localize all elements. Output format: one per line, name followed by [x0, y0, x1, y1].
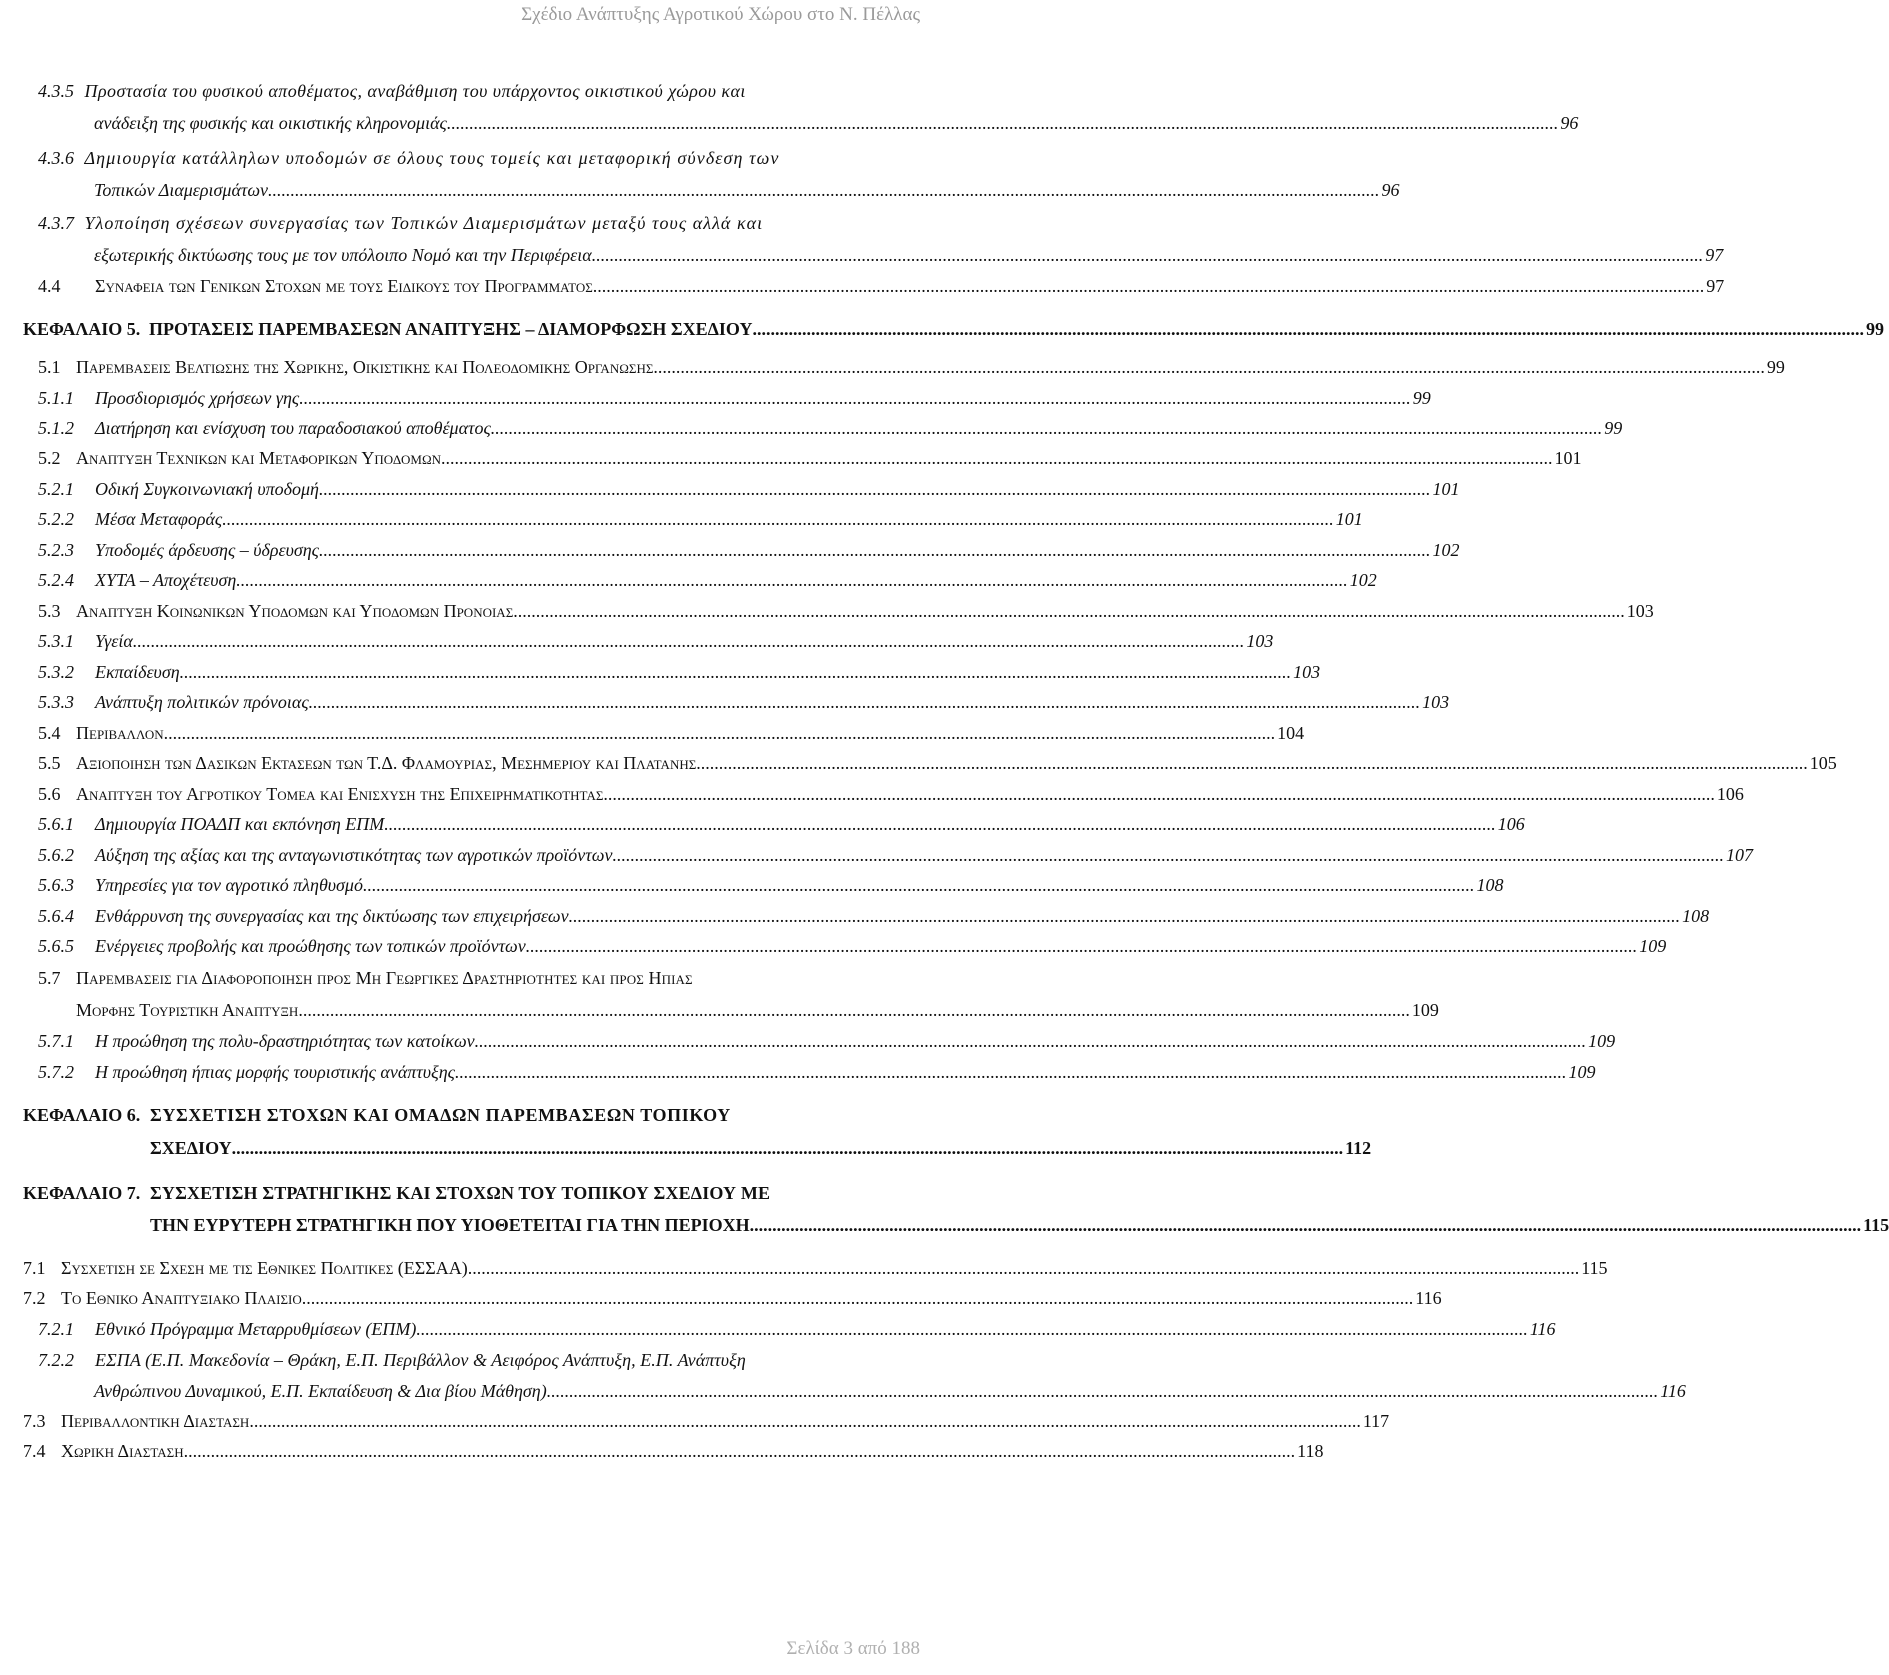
page-number: 109: [1568, 1062, 1596, 1082]
entry-number: 5.3.2: [38, 662, 74, 682]
dot-leader: [547, 1380, 1659, 1402]
toc-entry-7-3[interactable]: [23, 1410, 1390, 1432]
toc-entry-5-1[interactable]: [38, 356, 1785, 378]
dot-leader: [441, 447, 1553, 469]
entry-number: 4.3.5: [38, 81, 74, 101]
toc-entry-5-7-1[interactable]: [38, 1030, 1616, 1052]
dot-leader: [592, 244, 1704, 266]
entry-title: Αναπτυξη Τεχνικων και Μεταφορικων Υποδομων: [76, 448, 441, 468]
entry-number: 5.2.1: [38, 479, 74, 499]
toc-entry-7-2-2-line1[interactable]: [38, 1349, 746, 1371]
entry-title-line2: Τοπικών Διαμερισμάτων: [94, 180, 269, 200]
dot-leader: [569, 905, 1681, 927]
toc-chapter-6-line1[interactable]: [23, 1104, 731, 1126]
entry-number: 5.7.1: [38, 1031, 74, 1051]
entry-title: Υπηρεσίες για τον αγροτικό πληθυσμό: [95, 875, 363, 895]
page-number: 115: [1581, 1258, 1608, 1278]
page-number: 96: [1381, 180, 1400, 200]
dot-leader: [526, 935, 1638, 957]
toc-entry-5-2[interactable]: [38, 447, 1582, 469]
entry-number: 5.3.3: [38, 692, 74, 712]
toc-entry-5-3-3[interactable]: [38, 691, 1450, 713]
entry-number: 5.3: [38, 601, 61, 621]
entry-number: 5.2.4: [38, 570, 74, 590]
page-number: 117: [1362, 1411, 1390, 1431]
toc-entry-7-4[interactable]: [23, 1440, 1324, 1462]
toc-entry-5-2-4[interactable]: [38, 569, 1377, 591]
toc-entry-4-3-7-line1[interactable]: [38, 212, 763, 234]
entry-title-line2: εξωτερικής δικτύωσης τους με τον υπόλοιπο Νομό και την Περιφέρεια: [94, 245, 592, 265]
toc-entry-5-2-1[interactable]: [38, 478, 1460, 500]
toc-chapter-5[interactable]: [23, 318, 1884, 340]
page-number: 109: [1639, 936, 1667, 956]
page-number: 97: [1706, 276, 1725, 296]
dot-leader: [593, 275, 1705, 297]
page-number: 101: [1554, 448, 1582, 468]
entry-number: 5.2.3: [38, 540, 74, 560]
entry-title: Προσδιορισμός χρήσεων γης: [95, 388, 300, 408]
entry-number: 7.1: [23, 1258, 46, 1278]
toc-entry-5-6-4[interactable]: [38, 905, 1710, 927]
entry-number: 5.6.3: [38, 875, 74, 895]
entry-title: Περιβαλλον: [76, 723, 164, 743]
entry-title: ΧΥΤΑ – Αποχέτευση: [95, 570, 237, 590]
page-number: 109: [1588, 1031, 1616, 1051]
dot-leader: [249, 1410, 1361, 1432]
chapter-number: ΚΕΦΑΛΑΙΟ 6.: [23, 1105, 141, 1125]
toc-entry-5-7-line2[interactable]: [76, 999, 1439, 1021]
page-number: 103: [1246, 631, 1274, 651]
entry-number: 7.2.2: [38, 1350, 74, 1370]
entry-title: Συσχετιση σε Σχεση με τις Εθνικες Πολιτικες (ΕΣΣΑΑ): [61, 1258, 468, 1278]
entry-number: 5.7: [38, 968, 61, 988]
chapter-title-line1: ΣΥΣΧΕΤΙΣΗ ΣΤΟΧΩΝ ΚΑΙ ΟΜΑΔΩΝ ΠΑΡΕΜΒΑΣΕΩΝ ΤΟΠΙΚΟΥ: [150, 1105, 731, 1125]
toc-entry-5-6-3[interactable]: [38, 874, 1504, 896]
entry-title: Συναφεια των Γενικων Στοχων με τους Ειδικους του Προγραμματος: [95, 276, 593, 296]
entry-number: 4.3.6: [38, 148, 74, 168]
entry-title-line2: Ανθρώπινου Δυναμικού, Ε.Π. Εκπαίδευση & Δια βίου Μάθηση): [94, 1381, 547, 1401]
dot-leader: [184, 1440, 1296, 1462]
dot-leader: [302, 1287, 1414, 1309]
dot-leader: [475, 1030, 1587, 1052]
page-number: 99: [1865, 319, 1884, 339]
dot-leader: [603, 783, 1715, 805]
page-footer: Σελίδα 3 από 188: [786, 1638, 920, 1659]
toc-entry-5-7-line1[interactable]: [38, 967, 693, 989]
toc-entry-7-2-2-line2[interactable]: [94, 1380, 1686, 1402]
dot-leader: [491, 417, 1603, 439]
page-number: 101: [1432, 479, 1460, 499]
dot-leader: [133, 630, 1245, 652]
page-number: 102: [1349, 570, 1377, 590]
toc-entry-5-3[interactable]: [38, 600, 1654, 622]
toc-entry-4-3-6-line2[interactable]: [94, 179, 1400, 201]
page-number: 103: [1422, 692, 1450, 712]
chapter-title: ΠΡΟΤΑΣΕΙΣ ΠΑΡΕΜΒΑΣΕΩΝ ΑΝΑΠΤΥΞΗΣ – ΔΙΑΜΟΡΦΩΣΗ ΣΧΕΔΙΟΥ: [149, 319, 753, 339]
entry-number: 5.2: [38, 448, 61, 468]
page-number: 112: [1345, 1138, 1372, 1158]
entry-title: Η προώθηση ήπιας μορφής τουριστικής ανάπτυξης: [95, 1062, 455, 1082]
toc-chapter-6-line2[interactable]: [150, 1137, 1372, 1159]
dot-leader: [309, 691, 1421, 713]
dot-leader: [319, 478, 1431, 500]
toc-entry-5-7-2[interactable]: [38, 1061, 1596, 1083]
page-number: 99: [1766, 357, 1785, 377]
toc-entry-5-5[interactable]: [38, 752, 1837, 774]
page-number: 108: [1476, 875, 1504, 895]
page-number: 101: [1335, 509, 1363, 529]
page-number: 97: [1705, 245, 1724, 265]
dot-leader: [468, 1257, 1580, 1279]
toc-entry-7-1[interactable]: [23, 1257, 1608, 1279]
entry-title: Εκπαίδευση: [95, 662, 180, 682]
dot-leader: [363, 874, 1475, 896]
entry-title: Υγεία: [95, 631, 133, 651]
toc-entry-4-3-6-line1[interactable]: [38, 147, 780, 169]
entry-title: Αναπτυξη Κοινωνικων Υποδομων και Υποδομων Προνοιας: [76, 601, 514, 621]
entry-title-line1: Δημιουργία κατάλληλων υποδομών σε όλους τους τομείς και μεταφορική σύνδεση των: [84, 148, 780, 168]
dot-leader: [236, 569, 1348, 591]
entry-title: Υποδομές άρδευσης – ύδρευσης: [95, 540, 319, 560]
entry-title: Παρεμβασεις Βελτιωσης της Χωρικης, Οικιστικης και Πολεοδομικης Οργανωσης: [76, 357, 654, 377]
page-number: 105: [1809, 753, 1837, 773]
toc-entry-5-3-1[interactable]: [38, 630, 1274, 652]
page-number: 102: [1432, 540, 1460, 560]
entry-title: Μέσα Μεταφοράς: [95, 509, 223, 529]
entry-number: 5.1.1: [38, 388, 74, 408]
dot-leader: [513, 600, 1625, 622]
dot-leader: [298, 999, 1410, 1021]
dot-leader: [752, 318, 1864, 340]
entry-title: Χωρικη Διασταση: [61, 1441, 184, 1461]
toc-entry-5-1-2[interactable]: [38, 417, 1623, 439]
page-number: 116: [1660, 1381, 1686, 1401]
chapter-title-line2: ΣΧΕΔΙΟΥ: [150, 1138, 232, 1158]
entry-title: Το Εθνικο Αναπτυξιακο Πλαισιο: [61, 1288, 302, 1308]
chapter-title-line2: ΤΗΝ ΕΥΡΥΤΕΡΗ ΣΤΡΑΤΗΓΙΚΗ ΠΟΥ ΥΙΟΘΕΤΕΙΤΑΙ ΓΙΑ ΤΗΝ ΠΕΡΙΟΧΗ: [150, 1215, 750, 1235]
entry-number: 5.6.5: [38, 936, 74, 956]
entry-title: Οδική Συγκοινωνιακή υποδομή: [95, 479, 319, 499]
entry-title: Διατήρηση και ενίσχυση του παραδοσιακού αποθέματος: [95, 418, 491, 438]
page-number: 107: [1725, 845, 1753, 865]
dot-leader: [180, 661, 1292, 683]
toc-entry-5-6-2[interactable]: [38, 844, 1753, 866]
page-number: 108: [1682, 906, 1710, 926]
page-number: 103: [1293, 662, 1321, 682]
entry-number: 5.5: [38, 753, 61, 773]
entry-title-line1: Προστασία του φυσικού αποθέματος, αναβάθμιση του υπάρχοντος οικιστικού χώρου και: [84, 81, 746, 101]
page-number: 106: [1497, 814, 1525, 834]
entry-number: 5.3.1: [38, 631, 74, 651]
entry-title: Εθνικό Πρόγραμμα Μεταρρυθμίσεων (ΕΠΜ): [95, 1319, 417, 1339]
entry-title: Περιβαλλοντικη Διασταση: [61, 1411, 250, 1431]
dot-leader: [447, 112, 1559, 134]
page-number: 96: [1560, 113, 1579, 133]
entry-number: 5.1: [38, 357, 61, 377]
page-number: 116: [1529, 1319, 1556, 1339]
entry-number: 5.2.2: [38, 509, 74, 529]
toc-entry-4-3-5-line1[interactable]: [38, 80, 746, 102]
entry-number: 5.1.2: [38, 418, 74, 438]
entry-title: Αναπτυξη του Αγροτικου Τομεα και Ενισχυση της Επιχειρηματικοτητας: [76, 784, 604, 804]
dot-leader: [696, 752, 1808, 774]
dot-leader: [299, 387, 1411, 409]
entry-title-line1: Παρεμβασεις για Διαφοροποιηση προς Μη Γεωργικες Δραστηριοτητες και προς Ηπιας: [76, 968, 693, 988]
dot-leader: [384, 813, 1496, 835]
toc-entry-5-6-1[interactable]: [38, 813, 1525, 835]
page-number: 99: [1604, 418, 1623, 438]
page-number: 116: [1415, 1288, 1442, 1308]
toc-entry-5-2-3[interactable]: [38, 539, 1460, 561]
page-number: 118: [1297, 1441, 1324, 1461]
toc-entry-5-3-2[interactable]: [38, 661, 1321, 683]
entry-title-line2: ανάδειξη της φυσικής και οικιστικής κληρονομιάς: [94, 113, 447, 133]
entry-title-line2: Μορφης Τουριστικη Αναπτυξη: [76, 1000, 299, 1020]
toc-entry-4-4[interactable]: [38, 275, 1725, 297]
toc-chapter-7-line2[interactable]: [150, 1214, 1889, 1236]
entry-number: 5.6.4: [38, 906, 74, 926]
chapter-number: ΚΕΦΑΛΑΙΟ 5.: [23, 319, 141, 339]
entry-title-line1: ΕΣΠΑ (Ε.Π. Μακεδονία – Θράκη, Ε.Π. Περιβάλλον & Αειφόρος Ανάπτυξη, Ε.Π. Ανάπτυξη: [95, 1350, 746, 1370]
chapter-number: ΚΕΦΑΛΑΙΟ 7.: [23, 1183, 141, 1203]
toc-entry-5-2-2[interactable]: [38, 508, 1363, 530]
toc-entry-5-6[interactable]: [38, 783, 1744, 805]
entry-number: 7.4: [23, 1441, 46, 1461]
entry-title-line1: Υλοποίηση σχέσεων συνεργασίας των Τοπικών Διαμερισμάτων μεταξύ τους αλλά και: [84, 213, 764, 233]
page-number: 115: [1863, 1215, 1889, 1235]
toc-entry-7-2[interactable]: [23, 1287, 1442, 1309]
entry-number: 4.3.7: [38, 213, 74, 233]
entry-title: Αξιοποιηση των Δασικων Εκτασεων των Τ.Δ. Φλαμουριας, Μεσημεριου και Πλατανης: [76, 753, 697, 773]
dot-leader: [164, 722, 1276, 744]
dot-leader: [653, 356, 1765, 378]
toc-entry-5-1-1[interactable]: [38, 387, 1431, 409]
entry-title: Ενέργειες προβολής και προώθησης των τοπικών προϊόντων: [95, 936, 526, 956]
toc-entry-4-3-5-line2[interactable]: [94, 112, 1579, 134]
running-header: Σχέδιο Ανάπτυξης Αγροτικού Χώρου στο Ν. Πέλλας: [521, 4, 920, 25]
entry-number: 7.2: [23, 1288, 46, 1308]
dot-leader: [455, 1061, 1567, 1083]
entry-title: Ενθάρρυνση της συνεργασίας και της δικτύωσης των επιχειρήσεων: [95, 906, 569, 926]
entry-number: 5.6.1: [38, 814, 74, 834]
entry-title: Ανάπτυξη πολιτικών πρόνοιας: [95, 692, 309, 712]
toc-chapter-7-line1[interactable]: [23, 1182, 770, 1204]
toc-entry-4-3-7-line2[interactable]: [94, 244, 1724, 266]
entry-title: Δημιουργία ΠΟΑΔΠ και εκπόνηση ΕΠΜ: [95, 814, 385, 834]
toc-entry-5-6-5[interactable]: [38, 935, 1667, 957]
entry-number: 4.4: [38, 276, 61, 296]
entry-number: 5.6.2: [38, 845, 74, 865]
dot-leader: [612, 844, 1724, 866]
dot-leader: [750, 1214, 1862, 1236]
entry-number: 5.7.2: [38, 1062, 74, 1082]
page-number: 99: [1412, 388, 1431, 408]
dot-leader: [268, 179, 1380, 201]
entry-title: Αύξηση της αξίας και της ανταγωνιστικότητας των αγροτικών προϊόντων: [95, 845, 613, 865]
dot-leader: [416, 1318, 1528, 1340]
entry-number: 5.6: [38, 784, 61, 804]
entry-number: 5.4: [38, 723, 61, 743]
page-number: 109: [1411, 1000, 1439, 1020]
dot-leader: [232, 1137, 1344, 1159]
toc-entry-7-2-1[interactable]: [38, 1318, 1556, 1340]
entry-title: Η προώθηση της πολυ-δραστηριότητας των κατοίκων: [95, 1031, 475, 1051]
dot-leader: [319, 539, 1431, 561]
page-number: 103: [1626, 601, 1654, 621]
page-number: 104: [1277, 723, 1305, 743]
entry-number: 7.3: [23, 1411, 46, 1431]
page-number: 106: [1716, 784, 1744, 804]
dot-leader: [222, 508, 1334, 530]
chapter-title-line1: ΣΥΣΧΕΤΙΣΗ ΣΤΡΑΤΗΓΙΚΗΣ ΚΑΙ ΣΤΟΧΩΝ ΤΟΥ ΤΟΠΙΚΟΥ ΣΧΕΔΙΟΥ ΜΕ: [150, 1183, 771, 1203]
toc-entry-5-4[interactable]: [38, 722, 1305, 744]
entry-number: 7.2.1: [38, 1319, 74, 1339]
